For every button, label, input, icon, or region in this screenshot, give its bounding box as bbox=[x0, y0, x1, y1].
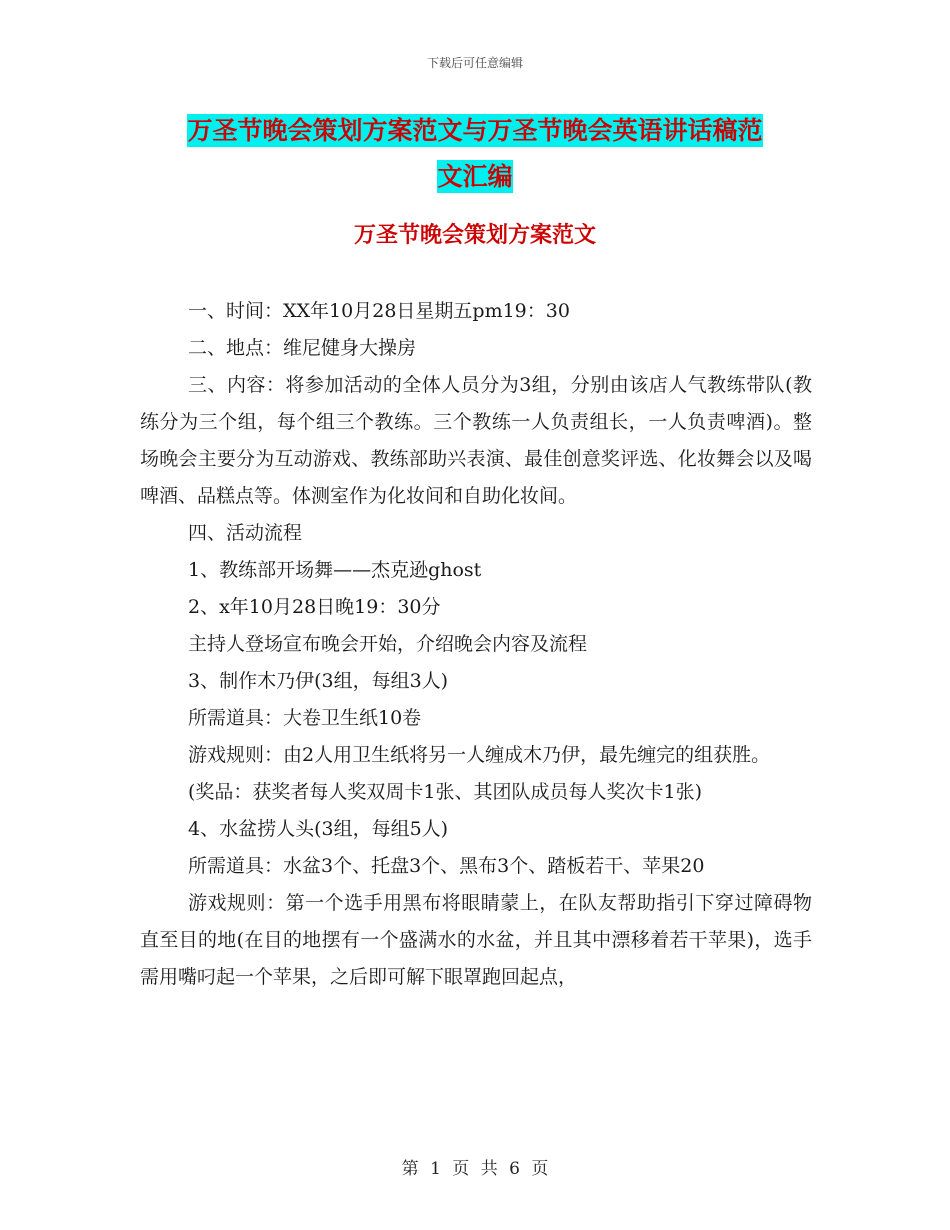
paragraph-time: 一、时间：XX年10月28日星期五pm19：30 bbox=[188, 300, 570, 322]
paragraph-prize-1: (奖品：获奖者每人奖双周卡1张、其团队成员每人奖次卡1张) bbox=[188, 781, 703, 803]
paragraph-rules-1: 游戏规则：由2人用卫生纸将另一人缠成木乃伊，最先缠完的组获胜。 bbox=[188, 744, 771, 766]
section-title: 万圣节晚会策划方案范文 bbox=[353, 222, 596, 248]
paragraph-step-3: 3、制作木乃伊(3组，每组3人) bbox=[188, 670, 449, 692]
paragraph-host-intro: 主持人登场宣布晚会开始，介绍晚会内容及流程 bbox=[188, 633, 588, 655]
paragraph-props-2: 所需道具：水盆3个、托盘3个、黑布3个、踏板若干、苹果20 bbox=[188, 855, 705, 877]
page-footer: 第 1 页 共 6 页 bbox=[401, 1159, 549, 1179]
page-header-note: 下载后可任意编辑 bbox=[426, 56, 523, 70]
document-title-line-2: 文汇编 bbox=[437, 162, 513, 191]
document-title bbox=[140, 108, 810, 200]
paragraph-rules-2: 游戏规则：第一个选手用黑布将眼睛蒙上，在队友帮助指引下穿过障碍物直至目的地(在目的地摆有一个盛满水的水盆，并且其中漂移着若干苹果)，选手需用嘴叼起一个苹果，之后即可解下眼罩跑回起点， bbox=[140, 892, 812, 988]
paragraph-props-1: 所需道具：大卷卫生纸10卷 bbox=[188, 707, 422, 729]
document-title-line-1: 万圣节晚会策划方案范文与万圣节晚会英语讲话稿范 bbox=[187, 116, 763, 145]
paragraph-location: 二、地点：维尼健身大操房 bbox=[188, 337, 417, 359]
paragraph-process-heading: 四、活动流程 bbox=[188, 522, 303, 544]
document-body bbox=[140, 293, 812, 996]
paragraph-step-1: 1、教练部开场舞——杰克逊ghost bbox=[188, 559, 482, 581]
paragraph-step-2: 2、x年10月28日晚19：30分 bbox=[188, 596, 441, 618]
paragraph-content: 三、内容：将参加活动的全体人员分为3组，分别由该店人气教练带队(教练分为三个组，每个组三个教练。三个教练一人负责组长，一人负责啤酒)。整场晚会主要分为互动游戏、教练部助兴表演、最佳创意奖评选、化妆舞会以及喝啤酒、品糕点等。体测室作为化妆间和自助化妆间。 bbox=[140, 374, 812, 507]
paragraph-step-4: 4、水盆捞人头(3组，每组5人) bbox=[188, 818, 449, 840]
